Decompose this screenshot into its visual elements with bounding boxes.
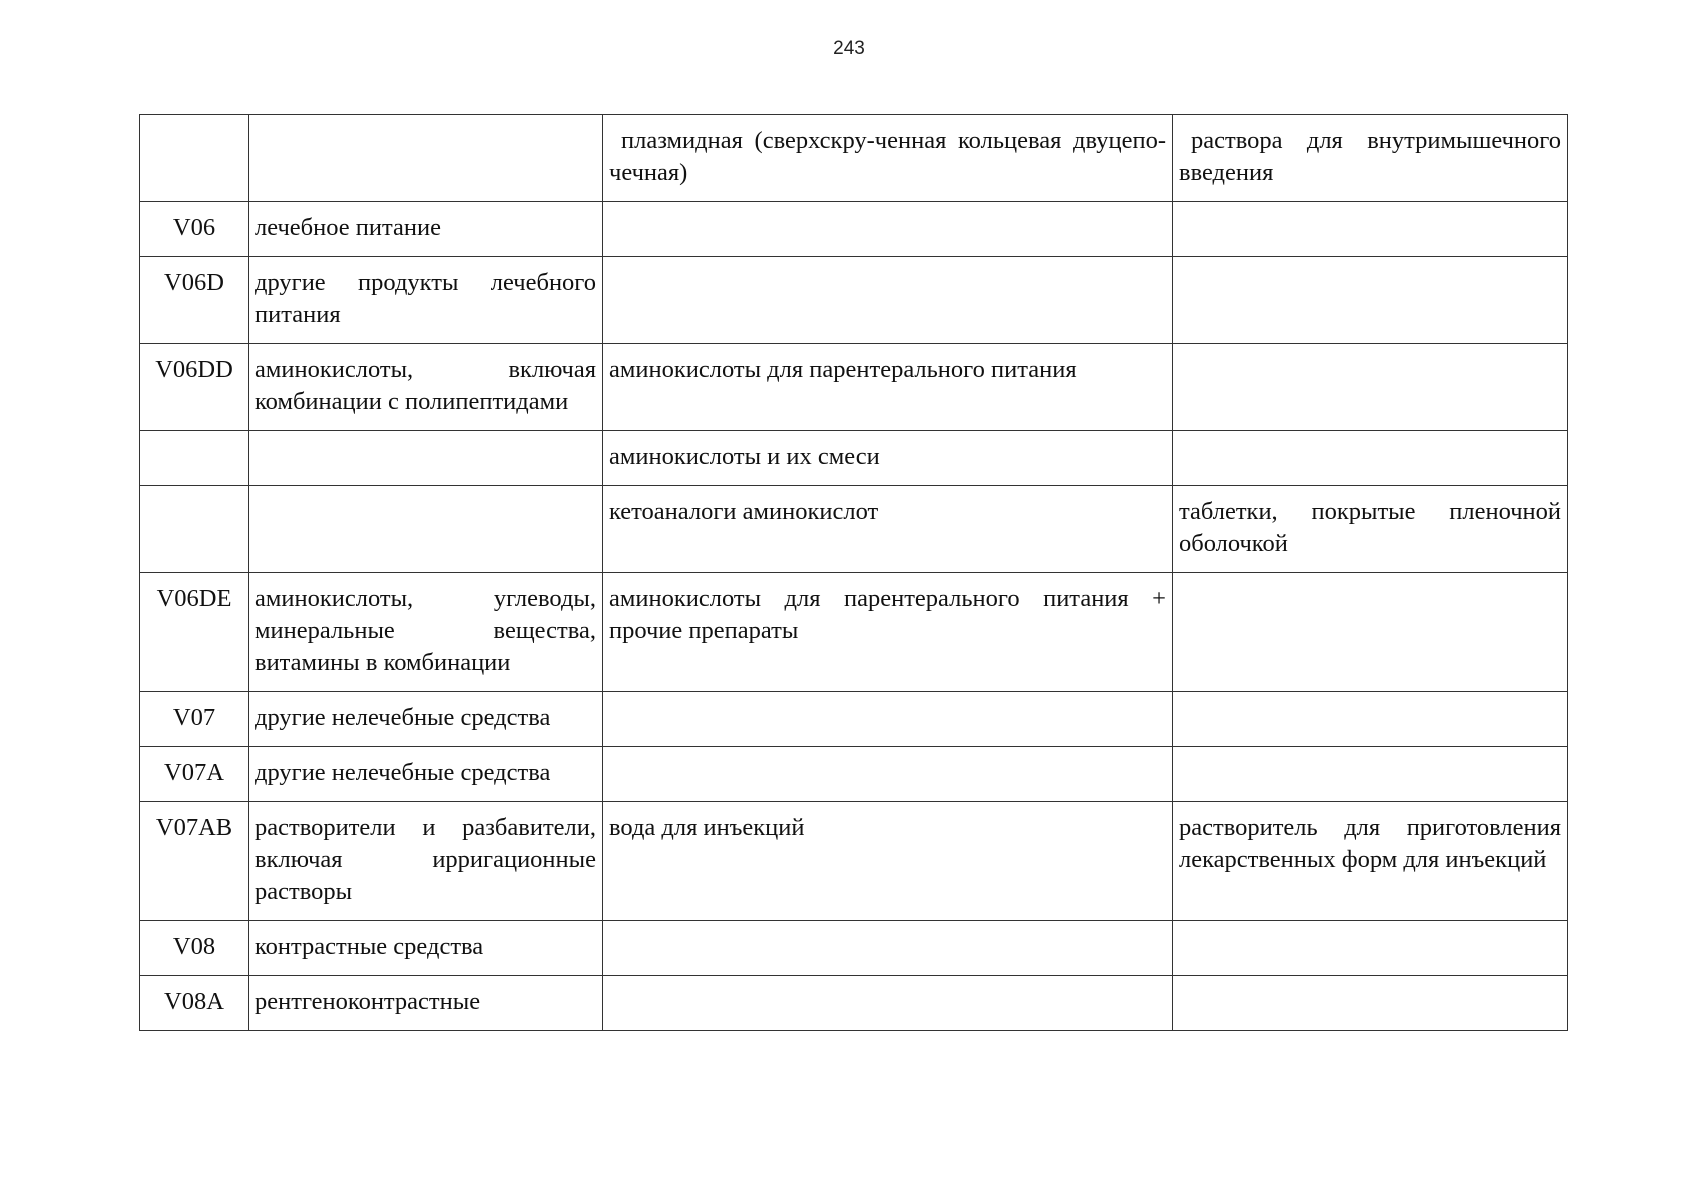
group-name-cell: другие нелечебные средства <box>249 747 603 802</box>
group-name-cell: другие нелечебные средства <box>249 692 603 747</box>
dosage-form-cell <box>1173 692 1568 747</box>
drug-name-cell: аминокислоты и их смеси <box>603 431 1173 486</box>
drug-name-cell: кетоаналоги аминокислот <box>603 486 1173 573</box>
group-name-cell: растворители и разбавители, включая ирригационные растворы <box>249 802 603 921</box>
atc-code-cell: V08 <box>140 921 249 976</box>
table-row <box>140 202 1568 257</box>
dosage-form-cell: таблетки, покрытые пленочной оболочкой <box>1173 486 1568 573</box>
drug-name-cell: аминокислоты для парентерального питания + прочие препараты <box>603 573 1173 692</box>
atc-code-cell: V06D <box>140 257 249 344</box>
atc-table <box>139 114 1568 1031</box>
group-name-cell <box>249 115 603 202</box>
dosage-form-cell <box>1173 747 1568 802</box>
dosage-form-cell: раствора для внутримышечного введения <box>1173 115 1568 202</box>
group-name-cell: аминокислоты, углеводы, минеральные вещества, витамины в комбинации <box>249 573 603 692</box>
drug-name-cell <box>603 747 1173 802</box>
atc-code-cell: V07AB <box>140 802 249 921</box>
drug-name-cell <box>603 921 1173 976</box>
drug-name-cell: вода для инъекций <box>603 802 1173 921</box>
table-row <box>140 976 1568 1031</box>
atc-code-cell: V06DE <box>140 573 249 692</box>
table-row <box>140 486 1568 573</box>
table-row <box>140 747 1568 802</box>
table-row <box>140 802 1568 921</box>
drug-name-cell <box>603 202 1173 257</box>
group-name-cell: другие продукты лечебного питания <box>249 257 603 344</box>
dosage-form-cell <box>1173 202 1568 257</box>
atc-code-cell: V07 <box>140 692 249 747</box>
atc-code-cell <box>140 431 249 486</box>
table-row <box>140 921 1568 976</box>
table-row <box>140 692 1568 747</box>
dosage-form-cell <box>1173 257 1568 344</box>
dosage-form-cell <box>1173 344 1568 431</box>
drug-name-cell: аминокислоты для парентерального питания <box>603 344 1173 431</box>
table-row <box>140 573 1568 692</box>
atc-code-cell: V06DD <box>140 344 249 431</box>
group-name-cell <box>249 431 603 486</box>
drug-name-cell: плазмидная (сверхскру-ченная кольцевая двуцепо-чечная) <box>603 115 1173 202</box>
group-name-cell: аминокислоты, включая комбинации с полипептидами <box>249 344 603 431</box>
group-name-cell: рентгеноконтрастные <box>249 976 603 1031</box>
atc-code-cell <box>140 115 249 202</box>
atc-code-cell: V08A <box>140 976 249 1031</box>
table-row <box>140 431 1568 486</box>
atc-code-cell: V06 <box>140 202 249 257</box>
group-name-cell <box>249 486 603 573</box>
dosage-form-cell <box>1173 573 1568 692</box>
page-number: 243 <box>833 38 865 59</box>
atc-code-cell: V07A <box>140 747 249 802</box>
drug-name-cell <box>603 976 1173 1031</box>
table-row <box>140 257 1568 344</box>
dosage-form-cell <box>1173 921 1568 976</box>
dosage-form-cell <box>1173 976 1568 1031</box>
table-row <box>140 115 1568 202</box>
group-name-cell: контрастные средства <box>249 921 603 976</box>
drug-name-cell <box>603 257 1173 344</box>
group-name-cell: лечебное питание <box>249 202 603 257</box>
dosage-form-cell: растворитель для приготовления лекарственных форм для инъекций <box>1173 802 1568 921</box>
dosage-form-cell <box>1173 431 1568 486</box>
drug-name-cell <box>603 692 1173 747</box>
atc-code-cell <box>140 486 249 573</box>
table-row <box>140 344 1568 431</box>
